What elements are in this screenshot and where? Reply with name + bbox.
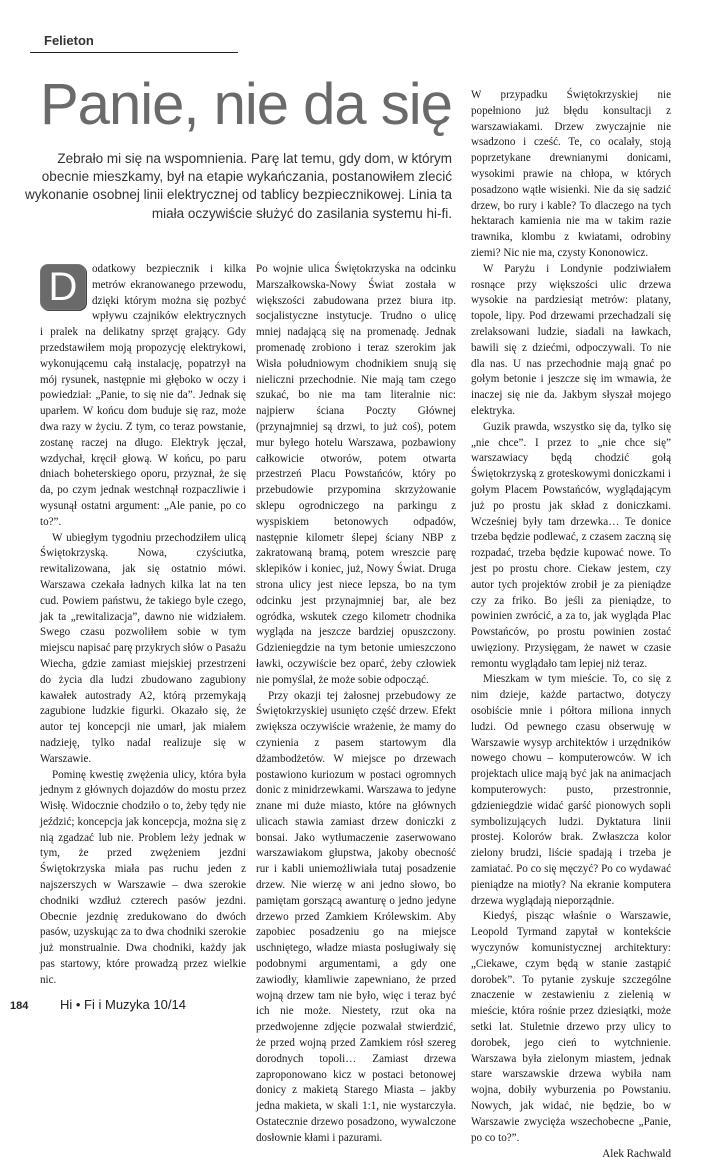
- article-title: Panie, nie da się: [40, 72, 452, 137]
- paragraph: Mieszkam w tym mieście. To, co się z nim dzieje, każde partactwo, dotyczy osobiście mnie i półtora miliona innych ludzi. Od pewnego czasu obserwuję w Warszawie wysyp architektów i urzędników nowego chowu – komputerowców. W ich projektach ulice mają być jak na animacjach komputerowych: pusto, przestronnie, gdzieniegdzie widać garść pionowych sopli symbolizujących ludzi. Dyktatura linii prostej. Kolorów brak. Zwłaszcza kolor zielony brudzi, liście spadają i trzeba je zamiatać. Po co się męczyć? Po co wydawać pieniądze na miotły? Na ekranie komputera drzewa wyglądają nieporządnie.: [471, 673, 671, 907]
- drop-cap: D: [40, 264, 86, 310]
- section-label: Felieton: [44, 33, 94, 48]
- paragraph-continued: Po wojnie ulica Świętokrzyska na odcinku Marszałkowska-Nowy Świat została w większości zabudowana przez biura itp. socjalistyczne instytucje. Trudno o ulicę mniej nadającą się na promenadę. Jednak promenadę zrobiono i teraz szerokim jak Wisła południowym chodnikiem snują się nieliczni przechodnie. Nie mają tam czego szukać, bo nie ma tam literalnie nic: najpierw ściana Poczty Głównej (przynajmniej są drzwi, to już coś), potem mur byłego hotelu Warszawa, pozbawiony całkowicie otworów, potem otwarta przestrzeń Placu Powstańców, który po przebudowie przypomina skrzyżowanie sklepu ogrodniczego na parkingu z wyspiskiem betonowych odpadów, następnie kilometr ślepej ściany NBP z zakratowaną bramą, potem wreszcie parę sklepików i koniec, już, Nowy Świat. Druga strona ulicy jest niece lepsza, bo na tym odcinku jest przynajmniej bar, ale bez ogródka, wskutek czego kilometr chodnika wygląda na jeszcze bardziej opuszczony. Gdzieniegdzie na tym betonie umieszczono ławki, oczywiście bez oparć, żeby człowiek nie pomyślał, że może sobie odpocząć.: [256, 263, 456, 686]
- paragraph: [40, 262, 246, 531]
- paragraph: Kiedyś, pisząc właśnie o Warszawie, Leopold Tyrmand zapytał w kontekście wyczynów komunistycznej architektury: „Ciekawe, czym będą w stanie zastąpić dorobek”. To pytanie zyskuje szczególne znaczenie w zestawieniu z zielenią w mieście, która rośnie przez dziesiątki, może setki lat. Stuletnie drzewo przy ulicy to dorobek, jego cień to wytchnienie. Warszawa była zielonym miastem, jednak stare warszawskie drzewa wybiła nam wojna, dobiły wyburzenia po Powstaniu. Nowych, jak widać, nie będzie, bo w Warszawie zwycięża wszechobecne „Panie, po co to?”.: [471, 910, 671, 1144]
- paragraph: Przy okazji tej żałosnej przebudowy ze Świętokrzyskiej usunięto część drzew. Efekt zwiększa oczywiście wrażenie, że mamy do czynienia z pasem startowym dla dżambodżetów. W miejsce po drzewach postawiono kuriozum w postaci ogromnych donic z minidrzewkami. Warszawa to jedyne znane mi duże miasto, które na głównych ulicach stawia zamiast drzew doniczki z bonsai. Jako wytłumaczenie zaserwowano warszawiakom głupstwa, jakoby obecność rur i kabli uniemożliwiała tutaj posadzenie drzew. Nie wierzę w ani jedno słowo, bo pamiętam gorszącą awanturę o jedno jedyne drzewo przed Zamkiem Królewskim. Aby zapobiec posadzeniu go na miejsce uschniętego, władze miasta posługiwały się podobnymi argumentami, a gdy one zawiodły, kłamliwie zapewniano, że przed wojną drzew tam nie było, więc i teraz być ich nie może. Niestety, rzut oka na przedwojenne zdjęcie pozwalał stwierdzić, że przed wojną przed Zamkiem rósł szereg dorodnych topoli… Zamiast drzewa zaproponowano kicz w postaci betonowej donicy z makietą Starego Miasta – jakby jedna makieta, w skali 1:1, nie wystarczyła. Ostatecznie drzewo posadzono, wywalczone dosłownie kłami i pazurami.: [256, 689, 456, 1144]
- author-signature: Alek Rachwald: [602, 1148, 671, 1161]
- section-rule: [30, 52, 238, 53]
- paragraph-text: odatkowy bezpiecznik i kilka metrów ekranowanego przewodu, dzięki którym można się pozbyć wpływu czajników elektrycznych i pralek na delikatny sprzęt grający. Gdy przedstawiłem moją propozycję elektrykowi, wykonującemu całą instalację, popatrzył na mój rysunek, następnie mi głęboko w oczy i powiedział: „Panie, to się nie da”. Jednak się uparłem. W końcu dom buduje się raz, może dwa razy w życiu. Z tym, co teraz powstanie, zostanę raczej na długo. Elektryk jęczał, wzdychał, kręcił głową. W końcu, po paru dniach boheterskiego oporu, przyznał, że się da, po czym jednak westchnął rozpaczliwie i wysunął ostatni argument: „Ale panie, po co to?”.: [40, 263, 246, 528]
- column-1: [40, 262, 246, 992]
- paragraph: Pominę kwestię zwężenia ulicy, która była jednym z głównych dojazdów do mostu przez Wisłę. Widocznie chodziło o to, żeby tędy nie jeździć; koncepcja jak koncepcja, można się z nią zgadzać lub nie. Problem leży jednak w tym, że przed zwężeniem jezdni Świętokrzyska miała pas ruchu jeden z najszerszych w Warszawie – dwa szerokie chodniki wzdłuż czterech pasów jezdni. Obecnie jezdnię zredukowano do dwóch pasów, uzyskując za to dwa chodniki szerokie już monstrualnie. Dwa chodniki, każdy jak pas startowy, które prowadzą przez wielkie nic.: [40, 768, 246, 986]
- column-3: [471, 88, 671, 1161]
- paragraph: Guzik prawda, wszystko się da, tylko się „nie chce”. I przez to „nie chce się” warszawiacy będą chodzić gołą Świętokrzyską z groteskowymi doniczkami i gołym Placem Powstańców, wyglądającym już po prostu jak skład z doniczkami. Wcześniej były tam drzewka… Te donice trzeba będzie podlewać, z czasem zaczną się rozpadać, trzeba będzie kupować nowe. To jest po prostu chore. Ciekaw jestem, czy autor tych projektów zrobił je za pieniądze czy za friko. Bo jeśli za pieniądze, to powinien zwrócić, a za to, jak wygląda Plac Powstańców, po prostu powinien zostać uwięziony. Przysięgam, że nawet w czasie remontu wyglądało tam lepiej niż teraz.: [471, 420, 671, 670]
- magazine-name: Hi • Fi i Muzyka 10/14: [60, 997, 186, 1012]
- article-lead: Zebrało mi się na wspomnienia. Parę lat temu, gdy dom, w którym obecnie mieszkamy, był na etapie wykańczania, postanowiłem zlecić wykonanie osobnej linii elektrycznej od tablicy bezpiecznikowej. Linia ta miała oczywiście służyć do zasilania systemu hi-fi.: [25, 151, 452, 221]
- paragraph-continued: W przypadku Świętokrzyskiej nie popełniono już błędu konsultacji z warszawiakami. Drzew zwyczajnie nie wsadzono i cześć. Te, co ocalały, stoją poprzetykane drewnianymi donicami, wysokimi prawie na chłopa, w których posadzono wątłe wisienki. Nie da się sadzić drzew, bo rury i kable? To dlaczego na tych hektarach kamienia nie ma w takim razie trawnika, klombu z kwiatami, odrobiny ziemi? Nic nie ma, czysty Kononowicz.: [471, 89, 671, 259]
- column-2: [256, 262, 456, 1144]
- paragraph: W ubiegłym tygodniu przechodziłem ulicą Świętokrzyską. Nowa, czyściutka, rewitalizowana, jak się ostatnio mówi. Warszawa czekała ładnych kilka lat na ten cud. Powiem państwu, że takiego byle czego, jak ta „rewitalizacja”, dawno nie widziałem. Swego czasu pozwoliłem sobie w tym miejscu napisać parę przykrych słów o Pasażu Wiecha, gdzie zamiast miejskiej przestrzeni do życia dla ludzi zbudowano zagubiony kawałek autostrady A2, którą przemykają zagubione ludzkie figurki. Okazało się, że autor tej koncepcji nie umarł, jak miałem nadzieję, tylko nadal realizuje się w Warszawie.: [40, 531, 246, 765]
- paragraph: W Paryżu i Londynie podziwiałem rosnące przy większości ulic drzewa wysokie na pardziesiąt metrów: platany, topole, lipy. Pod drzewami przechadzali się zrelaksowani ludzie, siadali na ławkach, bawili się z dziećmi, odpoczywali. To nie dla nas. U nas przechodnie mają gnać po gołym betonie i jeszcze się im wmawia, że inaczej się nie da. Jakbym słyszał mojego elektryka.: [471, 262, 671, 417]
- page-number: 184: [10, 1000, 29, 1012]
